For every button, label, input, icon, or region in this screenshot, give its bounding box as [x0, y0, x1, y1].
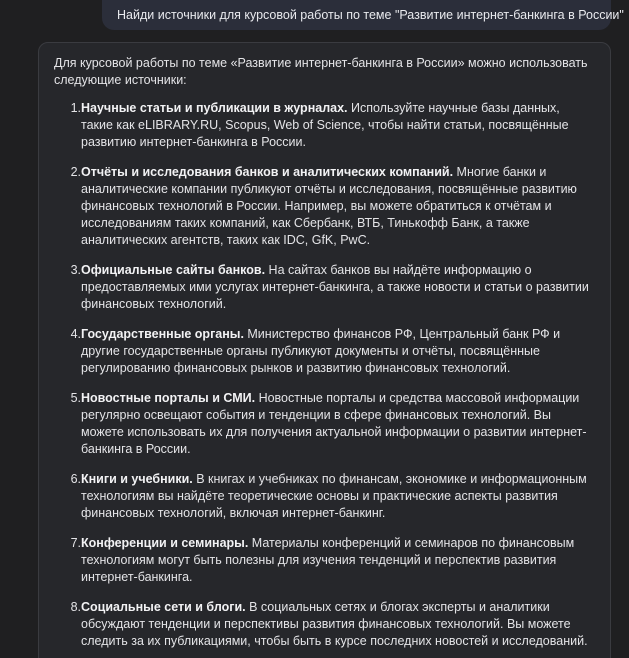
- list-item-content: [81, 164, 595, 249]
- list-item-content: [81, 390, 595, 458]
- list-item-title: Отчёты и исследования банков и аналитических компаний.: [81, 165, 454, 179]
- list-item-title: Новостные порталы и СМИ.: [81, 391, 256, 405]
- list-item: [54, 164, 595, 249]
- list-item-number: 6.: [70, 472, 81, 486]
- list-item-number: 3.: [70, 263, 81, 277]
- list-item-number: 2.: [70, 165, 81, 179]
- list-item: [54, 326, 595, 377]
- list-item-description: Министерство финансов РФ, Центральный банк РФ и другие государственные органы публикуют документы и отчёты, посвящённые регулированию финансовых рынков и развитию финансовых технологий.: [81, 327, 561, 375]
- list-item-content: [81, 326, 595, 377]
- list-item-title: Конференции и семинары.: [81, 536, 249, 550]
- list-item-content: [81, 100, 595, 151]
- list-item-content: [81, 535, 595, 586]
- list-item: [54, 535, 595, 586]
- list-item-title: Официальные сайты банков.: [81, 263, 266, 277]
- user-message-bubble: Найди источники для курсовой работы по теме "Развитие интернет-банкинга в России": [102, 0, 611, 30]
- list-item-description: Новостные порталы и средства массовой информации регулярно освещают события и тенденции в сфере финансовых технологий. Вы можете использовать их для получения актуальной информации о развитии интернет-банкинга в России.: [81, 391, 587, 456]
- list-item-description: Многие банки и аналитические компании публикуют отчёты и исследования, посвящённые развитию финансовых технологий в России. Например, вы можете обратиться к отчётам и исследованиям таких компаний, как Сбербанк, ВТБ, Тинькофф Банк, а также аналитических агентств, таких как IDC, GfK, PwC.: [81, 165, 577, 247]
- list-item: [54, 100, 595, 151]
- list-item-number: 7.: [70, 536, 81, 550]
- list-item: [54, 390, 595, 458]
- list-item: [54, 599, 595, 650]
- reply-intro: Для курсовой работы по теме «Развитие интернет-банкинга в России» можно использовать следующие источники:: [54, 56, 588, 87]
- list-item-title: Социальные сети и блоги.: [81, 600, 246, 614]
- list-item-content: [81, 599, 595, 650]
- list-item-description: В социальных сетях и блогах эксперты и аналитики обсуждают тенденции и перспективы развития финансовых технологий. Вы можете следить за их публикациями, чтобы быть в курсе последних новостей и исследований.: [81, 600, 588, 648]
- list-item-content: [81, 262, 595, 313]
- list-item-number: 8.: [70, 600, 81, 614]
- list-item-title: Научные статьи и публикации в журналах.: [81, 101, 348, 115]
- list-item: [54, 262, 595, 313]
- list-item: [54, 471, 595, 522]
- list-item-number: 5.: [70, 391, 81, 405]
- list-item-content: [81, 471, 595, 522]
- list-item-description: Материалы конференций и семинаров по финансовым технологиям могут быть полезны для изучения тенденций и перспектив развития интернет-банкинга.: [81, 536, 575, 584]
- list-item-number: 1.: [70, 101, 81, 115]
- list-item-number: 4.: [70, 327, 81, 341]
- list-item-description: На сайтах банков вы найдёте информацию о предоставляемых ими услугах интернет-банкинга, а также новости и статьи о развитии финансовых технологий.: [81, 263, 589, 311]
- list-item-description: В книгах и учебниках по финансам, экономике и информационным технологиям вы найдёте теоретические основы и практические аспекты развития финансовых технологий, включая интернет-банкинг.: [81, 472, 587, 520]
- list-item-title: Книги и учебники.: [81, 472, 193, 486]
- sources-list: [54, 100, 595, 650]
- list-item-title: Государственные органы.: [81, 327, 244, 341]
- assistant-reply-card: [38, 42, 611, 658]
- list-item-description: Используйте научные базы данных, такие как eLIBRARY.RU, Scopus, Web of Science, чтобы найти статьи, посвящённые развитию интернет-банкинга в России.: [81, 101, 569, 149]
